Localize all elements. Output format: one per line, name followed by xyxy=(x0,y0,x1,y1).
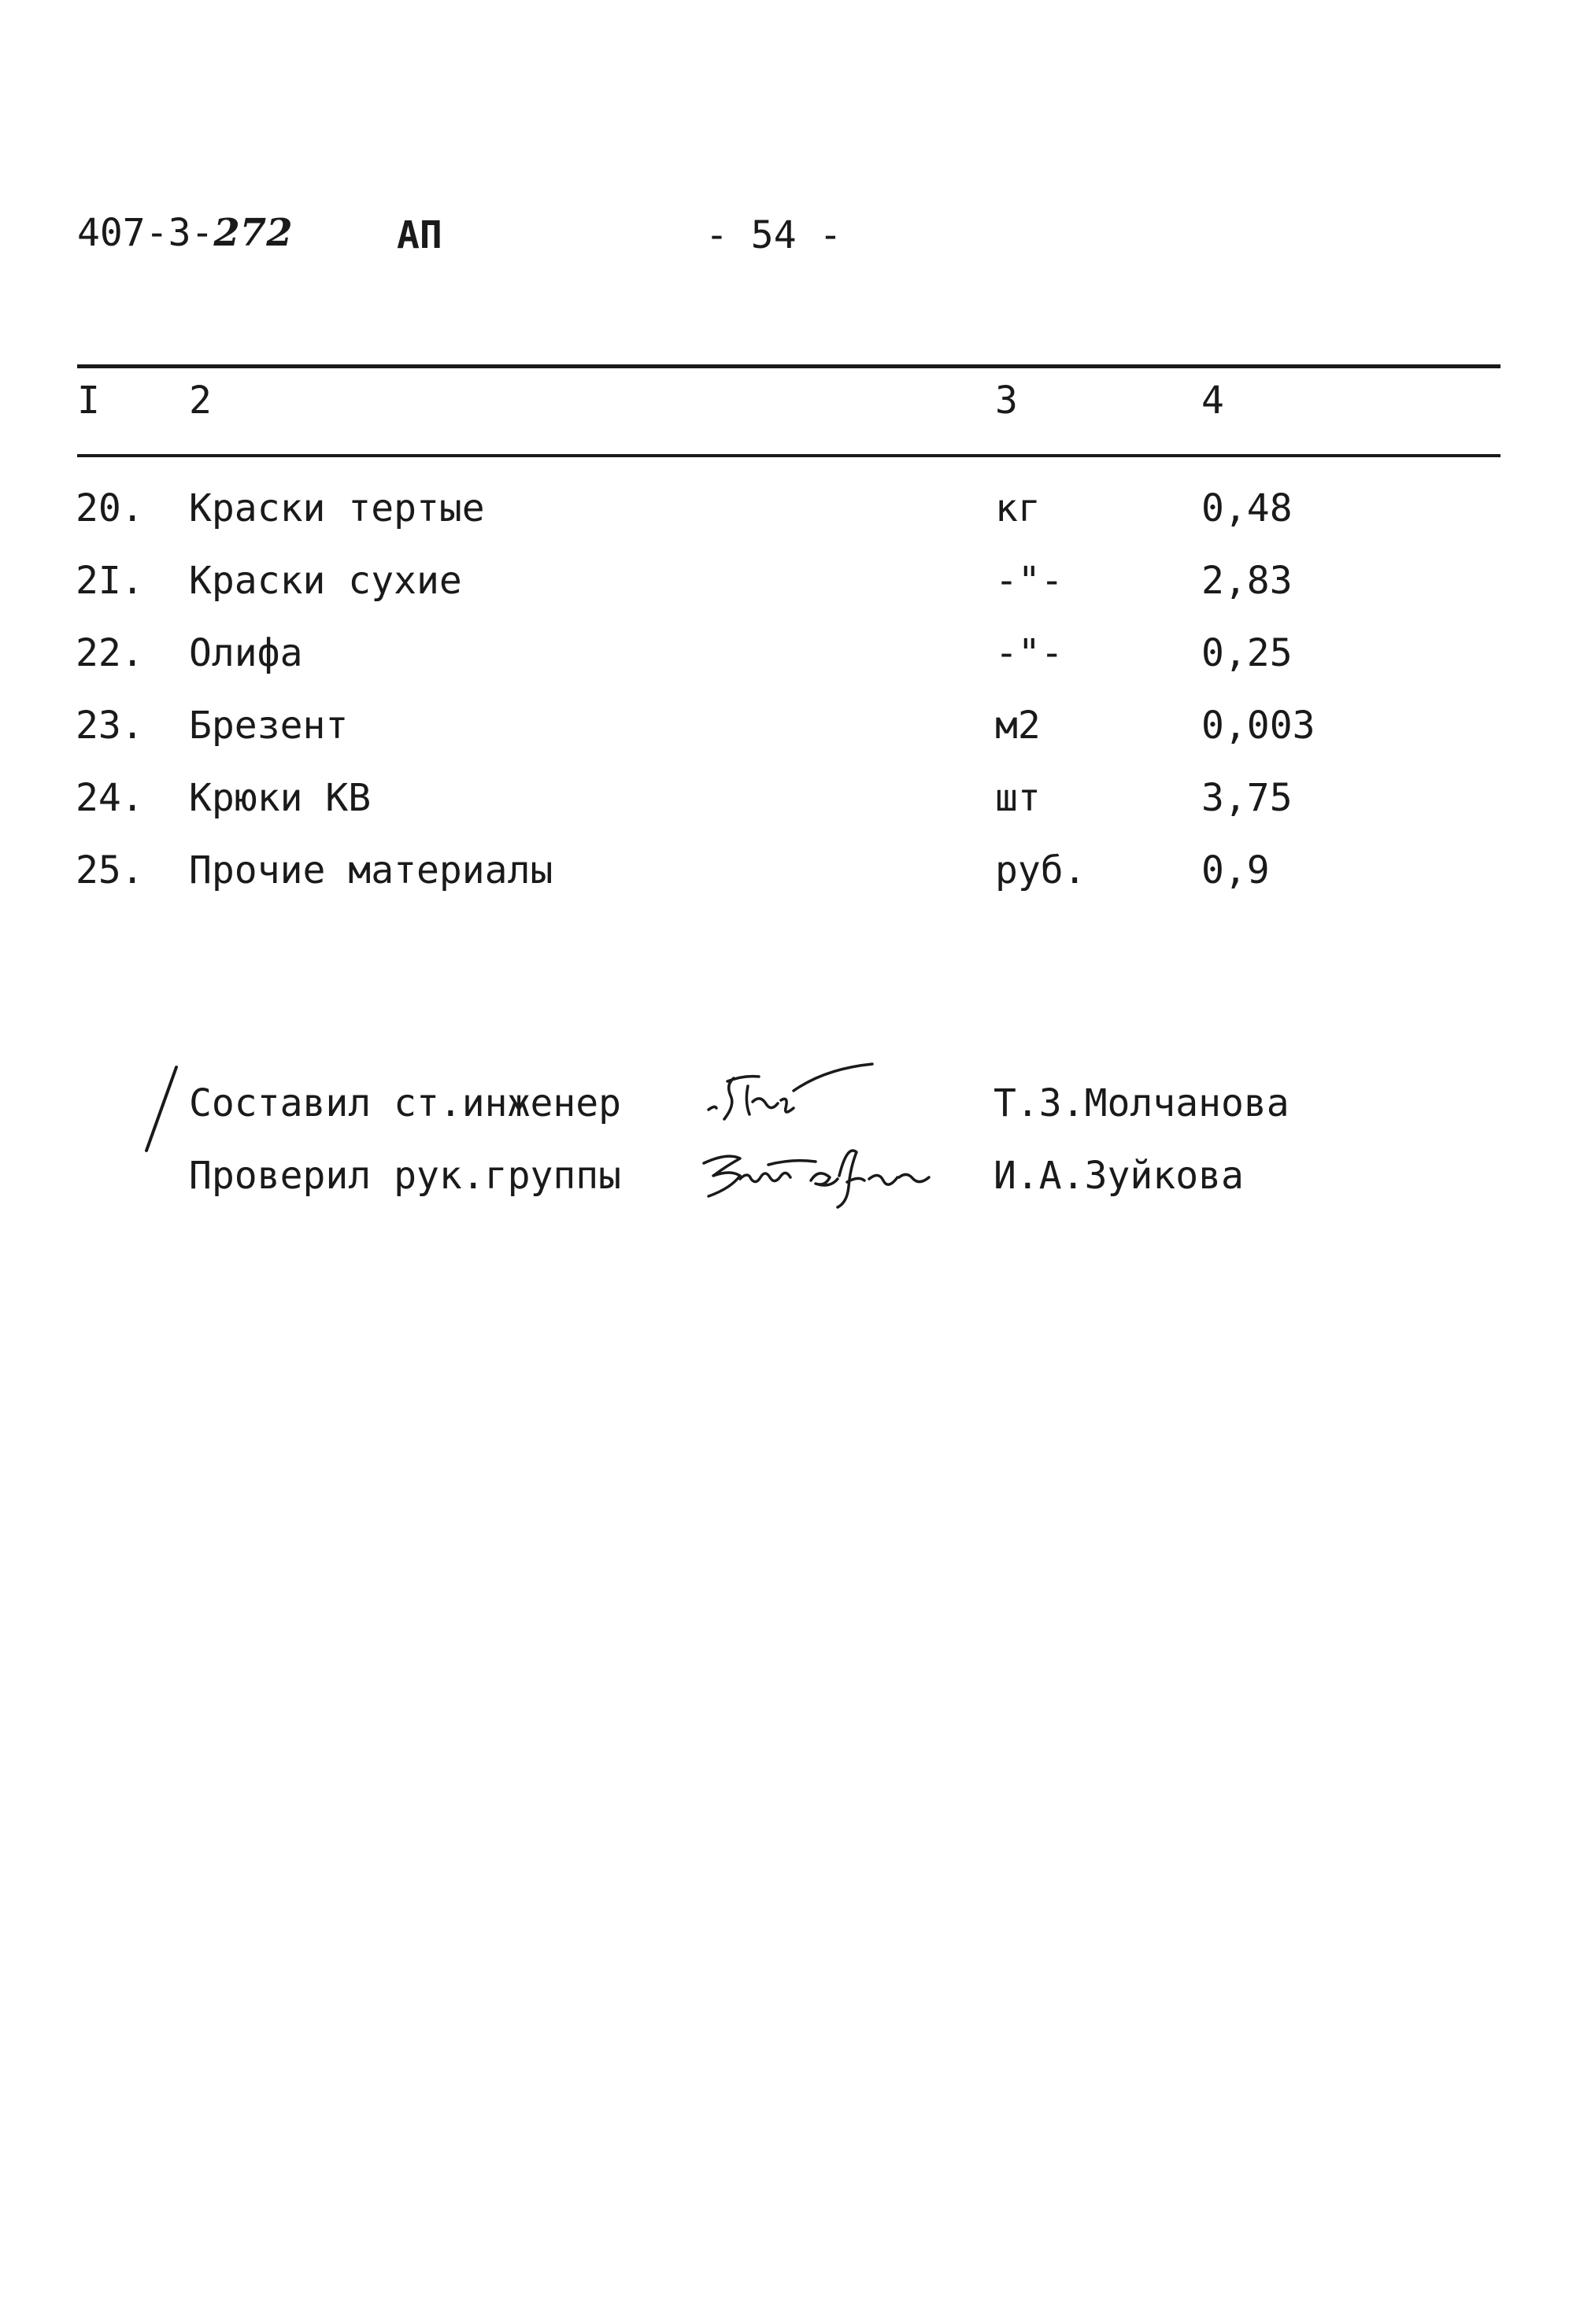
row-quantity: 2,83 xyxy=(1201,559,1293,603)
row-number: 2I. xyxy=(76,559,144,603)
document-mark: АП xyxy=(397,213,442,257)
table-row xyxy=(0,848,1580,914)
row-number: 23. xyxy=(76,704,144,748)
row-material: Крюки КВ xyxy=(189,776,372,820)
margin-slash-mark xyxy=(139,1062,186,1157)
signature-role-checked: Проверил рук.группы xyxy=(189,1154,622,1198)
column-header-4: 4 xyxy=(1201,379,1224,423)
row-quantity: 0,25 xyxy=(1201,631,1293,675)
document-code-prefix: 407-3- xyxy=(77,211,214,255)
row-quantity: 0,003 xyxy=(1201,704,1315,748)
row-unit: м2 xyxy=(995,704,1041,748)
row-number: 25. xyxy=(76,848,144,892)
row-quantity: 0,48 xyxy=(1201,486,1293,530)
table-header-rule xyxy=(77,454,1500,457)
row-material: Краски тертые xyxy=(189,486,485,530)
document-code-handwritten: 272 xyxy=(213,211,293,255)
signature-name-compiled: Т.З.Молчанова xyxy=(994,1081,1290,1125)
signature-name-checked: И.А.Зуйкова xyxy=(994,1154,1244,1198)
row-material: Олифа xyxy=(189,631,303,675)
column-header-3: 3 xyxy=(995,379,1018,423)
table-top-rule xyxy=(77,364,1500,368)
row-unit: шт xyxy=(995,776,1041,820)
row-material: Брезент xyxy=(189,704,349,748)
row-quantity: 3,75 xyxy=(1201,776,1293,820)
row-number: 20. xyxy=(76,486,144,530)
handwritten-signature-2 xyxy=(693,1133,960,1212)
table-row xyxy=(0,704,1580,770)
page-number: - 54 - xyxy=(705,213,842,257)
row-material: Прочие материалы xyxy=(189,848,553,892)
row-unit: -"- xyxy=(995,559,1064,603)
row-unit: -"- xyxy=(995,631,1064,675)
column-header-1: I xyxy=(77,379,100,423)
table-row xyxy=(0,486,1580,552)
table-row xyxy=(0,631,1580,697)
document-code xyxy=(77,211,293,255)
handwritten-signature-1 xyxy=(693,1055,929,1133)
table-row xyxy=(0,559,1580,625)
row-unit: руб. xyxy=(995,848,1086,892)
row-quantity: 0,9 xyxy=(1201,848,1270,892)
column-header-2: 2 xyxy=(189,379,212,423)
row-number: 22. xyxy=(76,631,144,675)
row-number: 24. xyxy=(76,776,144,820)
signature-role-compiled: Составил ст.инженер xyxy=(189,1081,622,1125)
row-material: Краски сухие xyxy=(189,559,462,603)
row-unit: кг xyxy=(995,486,1041,530)
table-row xyxy=(0,776,1580,842)
